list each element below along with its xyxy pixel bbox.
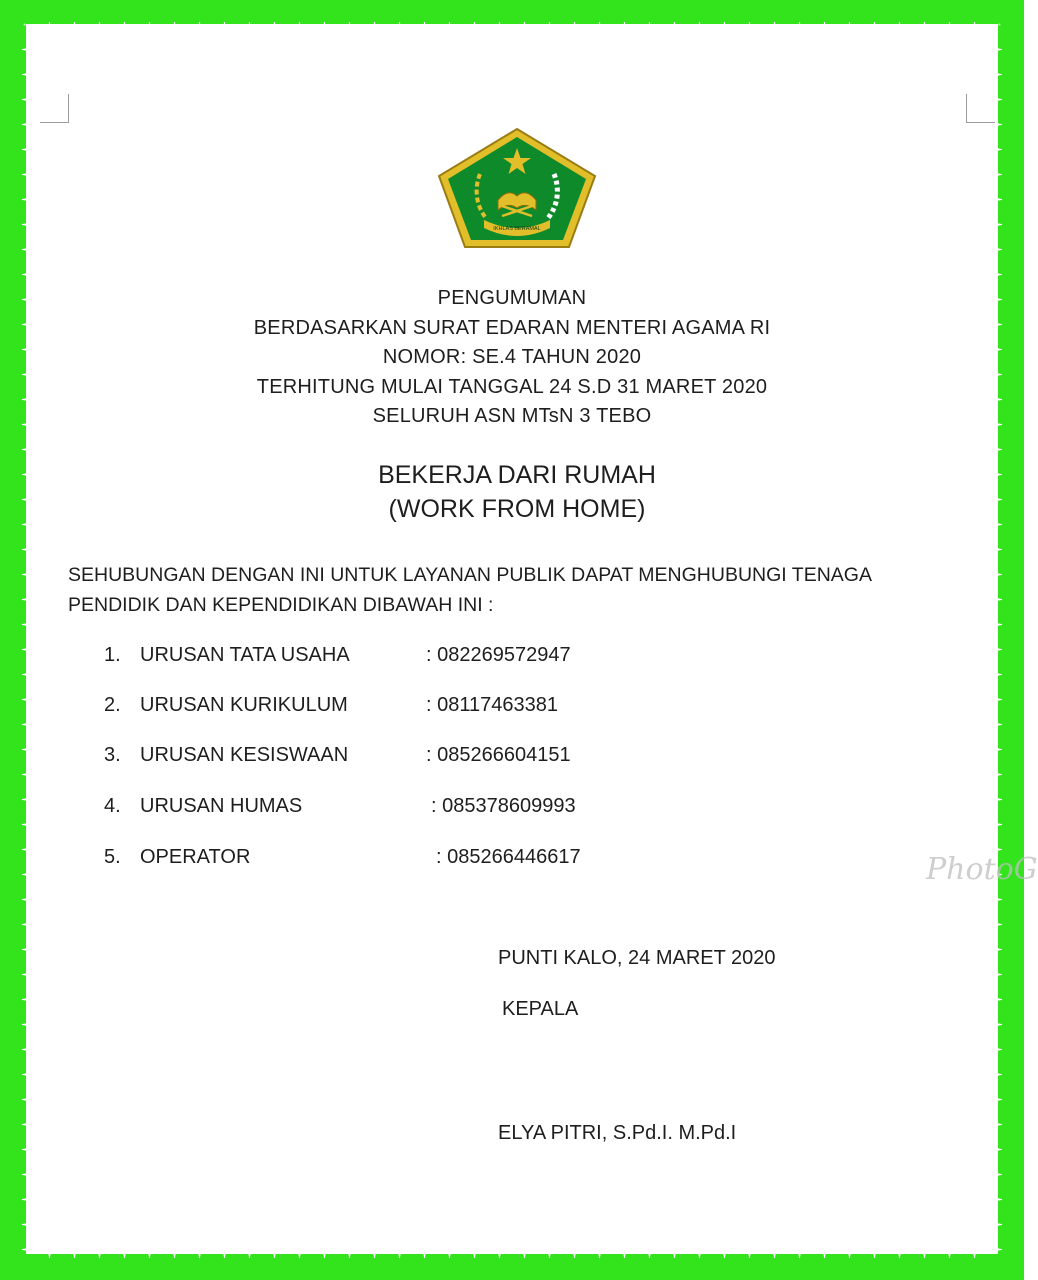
header-line-5: SELURUH ASN MTsN 3 TEBO <box>372 405 652 427</box>
intro-paragraph-line-2: PENDIDIK DAN KEPENDIDIKAN DIBAWAH INI : <box>68 594 494 616</box>
title-line-2: (WORK FROM HOME) <box>388 495 646 523</box>
list-item <box>26 795 998 825</box>
list-item-number: 2. <box>104 694 121 716</box>
intro-paragraph-line-1: SEHUBUNGAN DENGAN INI UNTUK LAYANAN PUBLIK DAPAT MENGHUBUNGI TENAGA <box>68 564 872 586</box>
list-item-number: 4. <box>104 795 121 817</box>
title-line-1: BEKERJA DARI RUMAH <box>378 461 656 489</box>
list-item <box>26 694 998 724</box>
list-item-phone: : 082269572947 <box>426 644 571 666</box>
list-item-phone: : 085266604151 <box>426 744 571 766</box>
list-item-label: URUSAN KURIKULUM <box>140 694 348 716</box>
announcement-page <box>26 24 998 1254</box>
list-item-number: 3. <box>104 744 121 766</box>
list-item-label: URUSAN KESISWAAN <box>140 744 349 766</box>
signature-name: ELYA PITRI, S.Pd.I. M.Pd.I <box>498 1122 737 1144</box>
list-item-label: URUSAN TATA USAHA <box>140 644 350 666</box>
photo-app-watermark: PhotoG <box>926 852 1038 887</box>
signature-place-date: PUNTI KALO, 24 MARET 2020 <box>498 947 776 969</box>
page-corner-mark-right <box>966 94 995 123</box>
header-line-3: NOMOR: SE.4 TAHUN 2020 <box>382 346 642 368</box>
signature-position: KEPALA <box>502 998 579 1020</box>
list-item <box>26 744 998 774</box>
list-item <box>26 644 998 674</box>
list-item <box>26 846 998 876</box>
list-item-phone: : 085266446617 <box>436 846 581 868</box>
list-item-label: URUSAN HUMAS <box>140 795 303 817</box>
list-item-phone: : 08117463381 <box>426 694 558 716</box>
list-item-number: 5. <box>104 846 121 868</box>
kementerian-agama-emblem-icon <box>436 126 598 250</box>
header-line-2: BERDASARKAN SURAT EDARAN MENTERI AGAMA RI <box>253 317 771 339</box>
header-line-4: TERHITUNG MULAI TANGGAL 24 S.D 31 MARET 2020 <box>256 376 768 398</box>
emblem-banner-text: IKHLAS BERAMAL <box>493 226 541 232</box>
page-corner-mark-left <box>40 94 69 123</box>
header-line-1: PENGUMUMAN <box>437 287 587 309</box>
list-item-phone: : 085378609993 <box>431 795 576 817</box>
list-item-label: OPERATOR <box>140 846 251 868</box>
list-item-number: 1. <box>104 644 121 666</box>
